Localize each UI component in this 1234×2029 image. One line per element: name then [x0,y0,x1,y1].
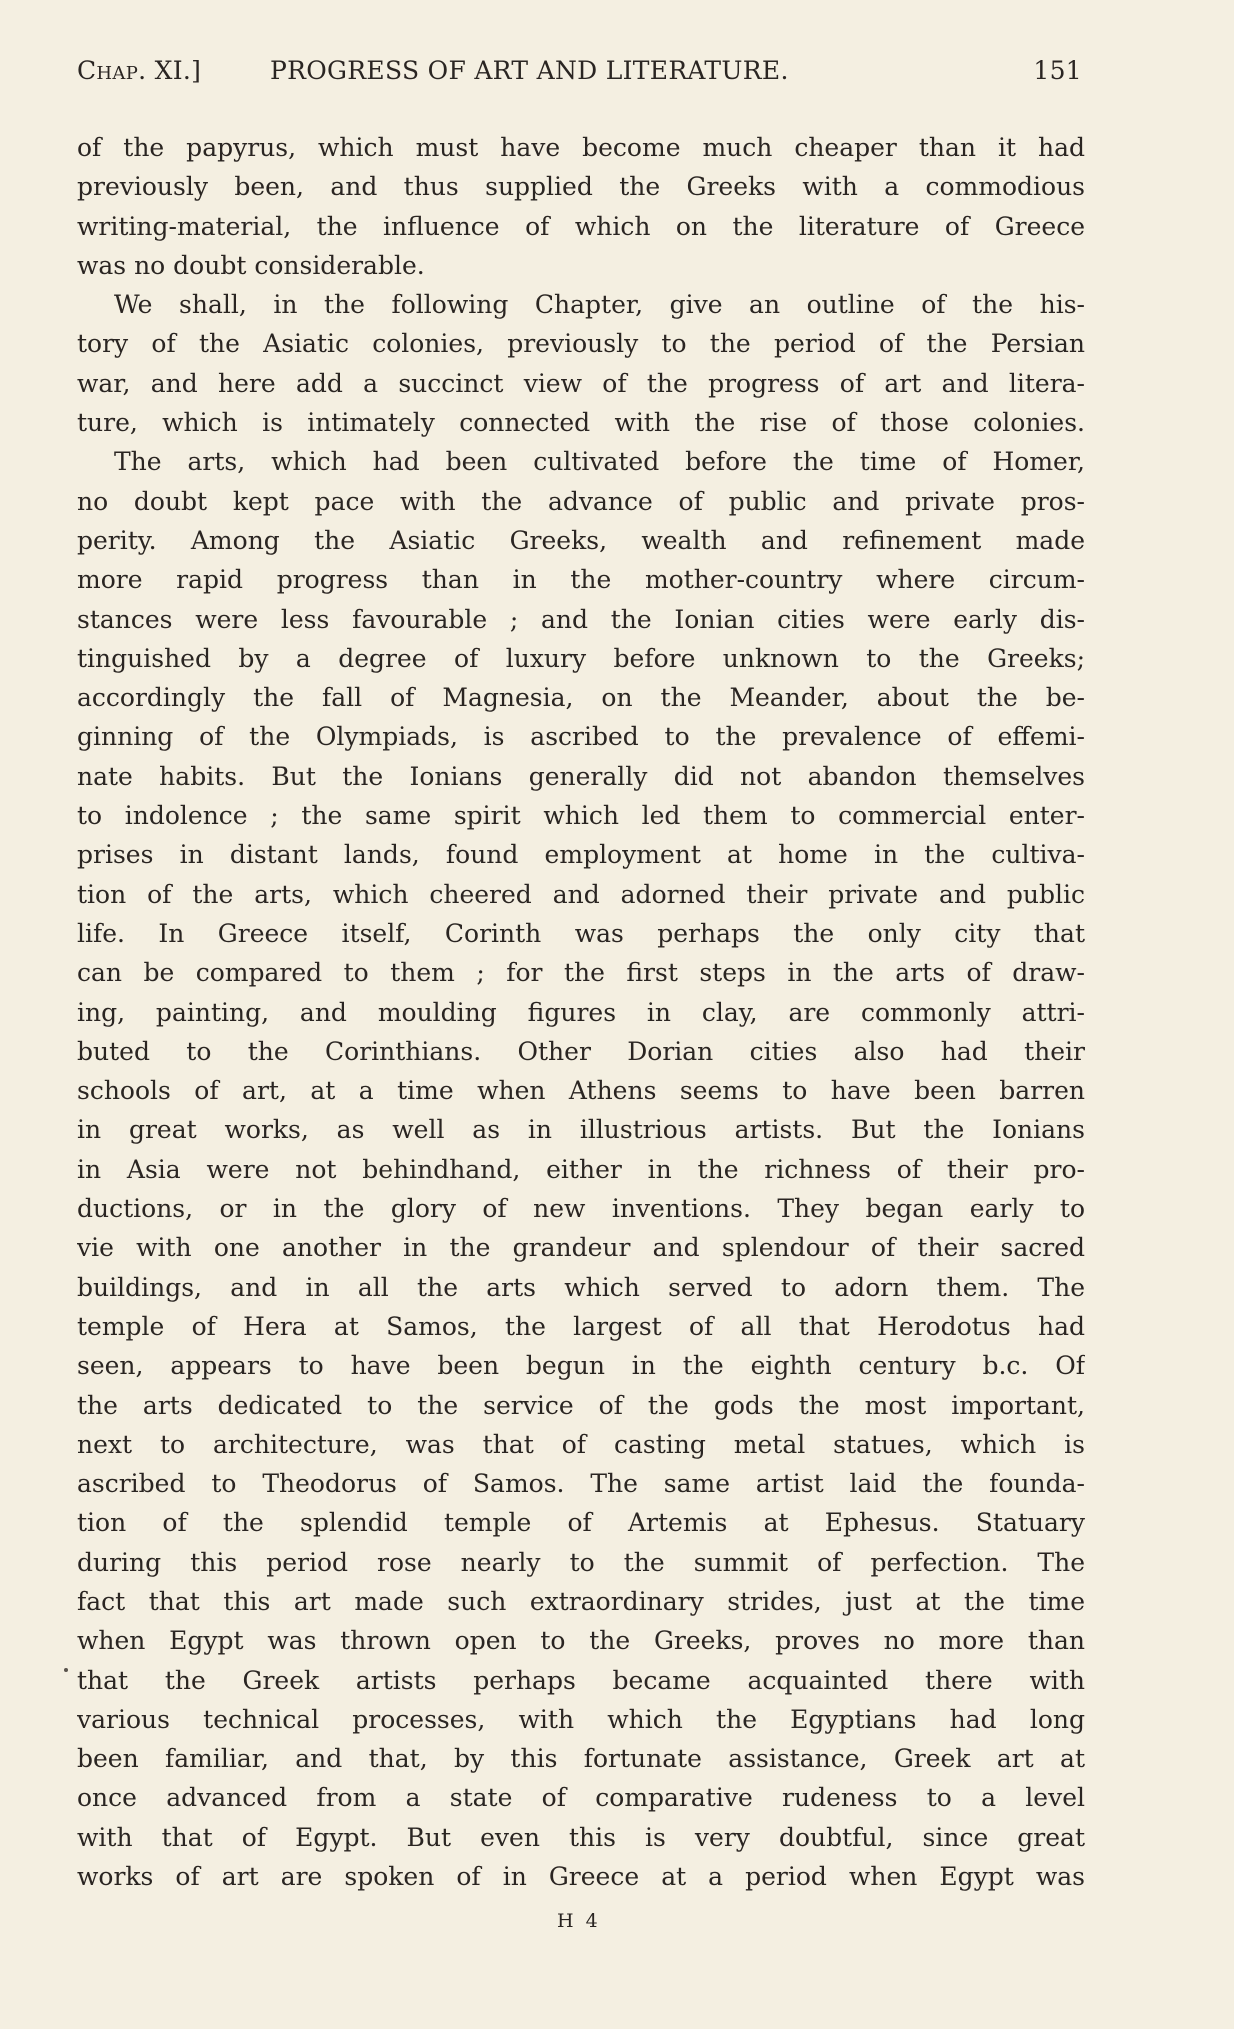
text-line: more rapid progress than in the mother-country where circum- [77,565,1085,595]
text-line: ginning of the Olympiads, is ascribed to the prevalence of effemi- [77,722,1085,752]
text-line: war, and here add a succinct view of the progress of art and litera- [77,368,1085,398]
text-line: buted to the Corinthians. Other Dorian cities also had their [77,1036,1085,1066]
text-line: during this period rose nearly to the summit of perfection. The [77,1547,1085,1577]
text-line: no doubt kept pace with the advance of public and private pros- [77,486,1085,516]
text-line: ductions, or in the glory of new inventions. They began early to [77,1194,1085,1224]
text-line: next to architecture, was that of casting metal statues, which is [77,1429,1085,1459]
text-line: perity. Among the Asiatic Greeks, wealth and refinement made [77,525,1085,555]
text-line: schools of art, at a time when Athens seems to have been barren [77,1076,1085,1106]
text-line: stances were less favourable ; and the Ionian cities were early dis- [77,604,1085,634]
text-line: writing-material, the influence of which on the literature of Greece [77,211,1085,241]
text-line: tion of the splendid temple of Artemis at Ephesus. Statuary [77,1508,1085,1538]
text-line: in great works, as well as in illustrious artists. But the Ionians [77,1115,1085,1145]
text-line: ing, painting, and moulding figures in clay, are commonly attri- [77,997,1085,1027]
text-line: buildings, and in all the arts which served to adorn them. The [77,1272,1085,1302]
text-line: when Egypt was thrown open to the Greeks, proves no more than [77,1626,1085,1656]
text-line: The arts, which had been cultivated before the time of Homer, [114,447,1085,477]
text-line: can be compared to them ; for the first steps in the arts of draw- [77,958,1085,988]
text-line: ture, which is intimately connected with the rise of those colonies. [77,408,1085,438]
text-line: fact that this art made such extraordinary strides, just at the time [77,1586,1085,1616]
text-line: seen, appears to have been begun in the eighth century b.c. Of [77,1351,1085,1381]
chapter-label: Chap. XI.] [77,56,202,85]
text-line: vie with one another in the grandeur and splendour of their sacred [77,1233,1085,1263]
text-line: accordingly the fall of Magnesia, on the Meander, about the be- [77,683,1085,713]
text-line: tinguished by a degree of luxury before unknown to the Greeks; [77,643,1085,673]
text-line: the arts dedicated to the service of the gods the most important, [77,1390,1085,1420]
text-line: previously been, and thus supplied the Greeks with a commodious [77,172,1085,202]
text-line: works of art are spoken of in Greece at a period when Egypt was [77,1862,1085,1892]
text-line: We shall, in the following Chapter, give an outline of the his- [114,290,1085,320]
text-line: life. In Greece itself, Corinth was perhaps the only city that [77,918,1085,948]
text-line: in Asia were not behindhand, either in the richness of their pro- [77,1154,1085,1184]
text-line: that the Greek artists perhaps became acquainted there with [77,1665,1085,1695]
page-title: PROGRESS OF ART AND LITERATURE. [270,56,789,85]
text-line: was no doubt considerable. [77,250,425,280]
text-line: once advanced from a state of comparative rudeness to a level [77,1783,1085,1813]
signature-mark: H 4 [557,1910,601,1932]
text-line: nate habits. But the Ionians generally did not abandon themselves [77,761,1085,791]
text-line: tion of the arts, which cheered and adorned their private and public [77,879,1085,909]
text-line: ascribed to Theodorus of Samos. The same artist laid the founda- [77,1469,1085,1499]
ink-speck [64,1668,68,1672]
text-line: prises in distant lands, found employment at home in the cultiva- [77,840,1085,870]
text-line: to indolence ; the same spirit which led them to commercial enter- [77,801,1085,831]
text-line: with that of Egypt. But even this is very doubtful, since great [77,1822,1085,1852]
body-text [77,128,1085,1896]
text-line: of the papyrus, which must have become much cheaper than it had [77,133,1085,162]
text-line: tory of the Asiatic colonies, previously to the period of the Persian [77,329,1085,359]
page-number: 151 [1033,56,1082,85]
text-line: various technical processes, with which the Egyptians had long [77,1704,1085,1734]
text-line: been familiar, and that, by this fortunate assistance, Greek art at [77,1744,1085,1774]
text-line: temple of Hera at Samos, the largest of all that Herodotus had [77,1311,1085,1341]
running-head [77,56,1084,96]
